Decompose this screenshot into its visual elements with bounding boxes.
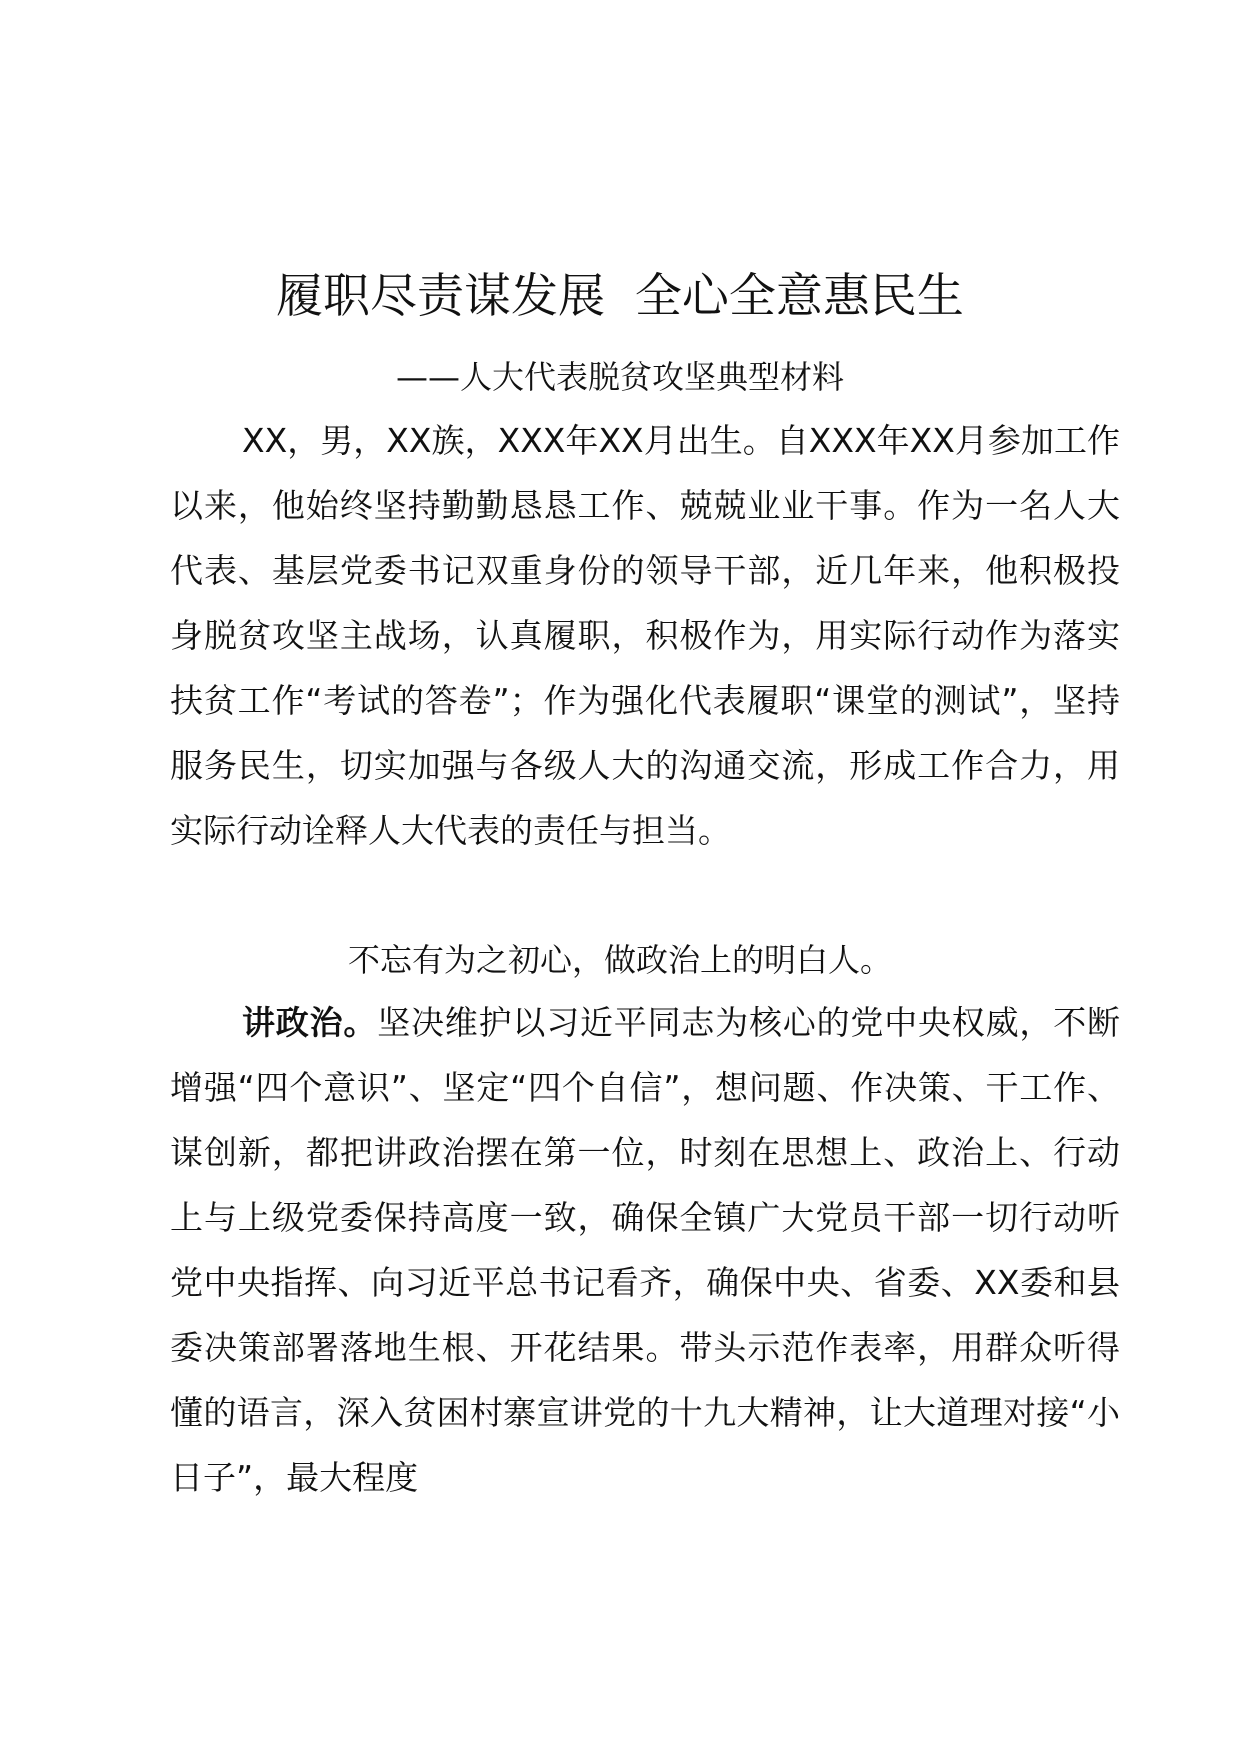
document-subtitle: ——人大代表脱贫攻坚典型材料	[395, 358, 844, 396]
paragraph-introduction: XX，男，XX族，XXX年XX月出生。自XXX年XX月参加工作以来，他始终坚持勤勤恳恳工作、兢兢业业干事。作为一名人大代表、基层党委书记双重身份的领导干部，近几年来，他积极投身脱贫攻坚主战场，认真履职，积极作为，用实际行动作为落实扶贫工作“考试的答卷”；作为强化代表履职“课堂的测试”，坚持服务民生，切实加强与各级人大的沟通交流，形成工作合力，用实际行动诠释人大代表的责任与担当。	[170, 421, 1120, 850]
document-title: 履职尽责谋发展 全心全意惠民生	[276, 269, 964, 324]
paragraph-body: 坚决维护以习近平同志为核心的党中央权威，不断增强“四个意识”、坚定“四个自信”，想问题、作决策、干工作、谋创新，都把讲政治摆在第一位，时刻在思想上、政治上、行动上与上级党委保持高度一致，确保全镇广大党员干部一切行动听党中央指挥、向习近平总书记看齐，确保中央、省委、XX委和县委决策部署落地生根、开花结果。带头示范作表率，用群众听得懂的语言，深入贫困村寨宣讲党的十九大精神，让大道理对接“小日子”，最大程度	[170, 1003, 1121, 1497]
paragraph-politics	[170, 990, 1120, 1510]
section-heading: 不忘有为之初心，做政治上的明白人。	[347, 941, 892, 979]
paragraph-lead: 讲政治。	[242, 1003, 378, 1042]
